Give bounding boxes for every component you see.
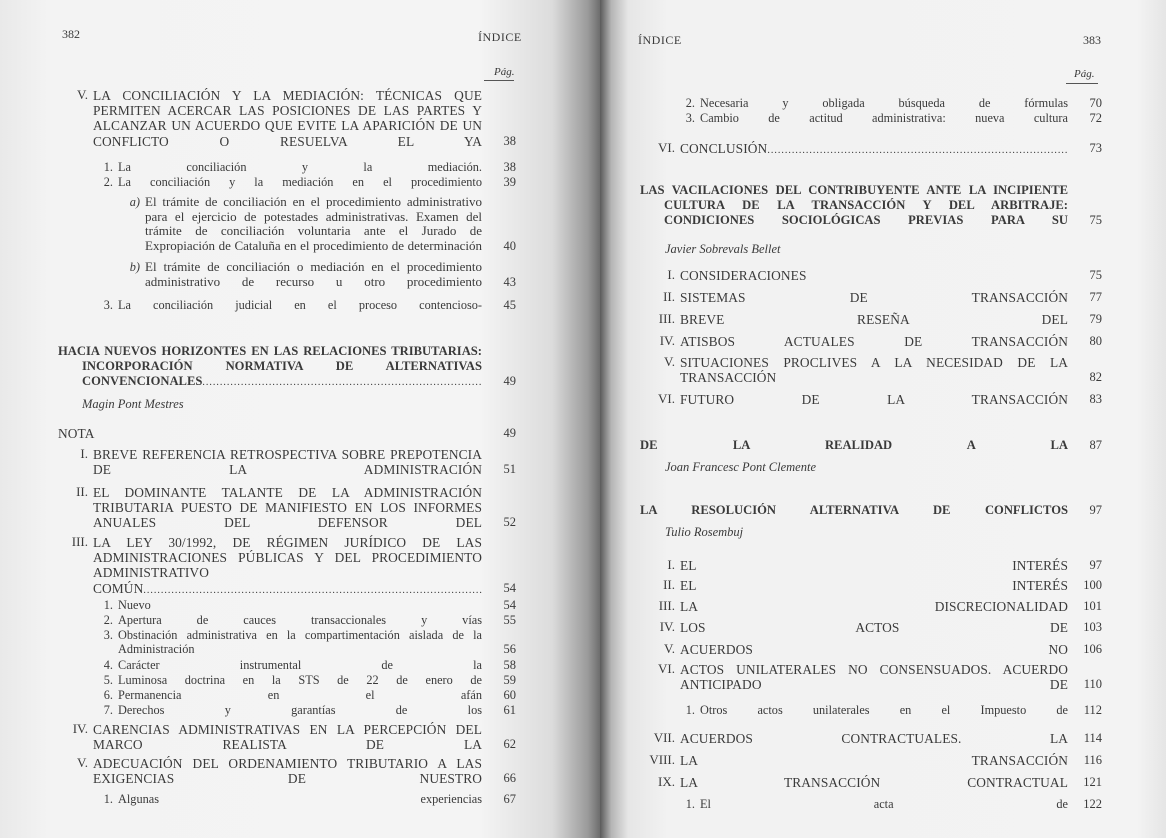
entry-text: NOTA ..... [58, 426, 482, 441]
entry-number: II. [76, 484, 88, 499]
entry-number: VI. [658, 391, 675, 406]
entry-number: V. [77, 755, 88, 770]
entry-number: 2. [103, 175, 113, 189]
entry-text: Nuevo ..... [118, 598, 482, 612]
entry-page-number: 60 [503, 688, 516, 702]
entry-text: EL INTERÉS ..... [680, 558, 1068, 573]
entry-number: 3. [685, 111, 695, 125]
entry-title [118, 703, 482, 717]
entry-text: Permanencia en el afán ..... [118, 688, 482, 702]
entry-text: LA RESOLUCIÓN ALTERNATIVA DE CONFLICTOS ..... [640, 503, 1068, 518]
entry-title [680, 558, 1068, 573]
entry-number: 7. [103, 703, 113, 717]
entry-text: FUTURO DE LA TRANSACCIÓN ..... [680, 392, 1068, 407]
entry-author [665, 242, 1068, 257]
entry-title [680, 141, 1068, 156]
entry-text: La conciliación judicial en el proceso contencioso- ..... [118, 298, 482, 312]
page-number: 383 [1083, 33, 1101, 47]
entry-number: V. [77, 87, 88, 102]
entry-number: 3. [103, 628, 113, 642]
entry-number: V. [664, 354, 675, 369]
entry-number: 4. [103, 658, 113, 672]
entry-number: IX. [658, 774, 675, 789]
entry-number: a) [129, 195, 140, 209]
entry-number: IV. [659, 619, 675, 634]
entry-text: CARENCIAS ADMINISTRATIVAS EN LA PERCEPCIÓN DEL MARCO REALISTA DE LA ..... [93, 722, 482, 752]
entry-text: ACTOS UNILATERALES NO CONSENSUADOS. ACUERDO ANTICIPADO DE ..... [680, 662, 1068, 692]
running-head: ÍNDICE [478, 30, 522, 44]
entry-title [93, 447, 482, 477]
pag-rule [1066, 83, 1098, 84]
entry-number: 1. [103, 160, 113, 174]
right-page [600, 0, 1166, 838]
entry-number: I. [667, 267, 675, 282]
entry-number: 3. [103, 298, 113, 312]
entry-author [665, 460, 1068, 475]
entry-page-number: 83 [1089, 392, 1102, 406]
entry-page-number: 106 [1083, 642, 1102, 656]
entry-text: SITUACIONES PROCLIVES A LA NECESIDAD DE LA TRANSACCIÓN ..... [680, 355, 1068, 385]
entry-title [680, 312, 1068, 327]
entry-title [93, 88, 482, 149]
entry-page-number: 87 [1089, 438, 1102, 452]
entry-text: LAS VACILACIONES DEL CONTRIBUYENTE ANTE LA INCIPIENTE CULTURA DE LA TRANSACCIÓN Y DEL ARBITRAJE: CONDICIONES SOCIOLÓGICAS PREVIAS PARA SU ..... [640, 183, 1068, 228]
entry-number: b) [129, 260, 140, 274]
entry-title [700, 703, 1068, 717]
entry-page-number: 80 [1089, 334, 1102, 348]
entry-title [118, 175, 482, 189]
entry-number: II. [663, 577, 675, 592]
entry-text: Javier Sobrevals Bellet [665, 242, 781, 256]
entry-text: SISTEMAS DE TRANSACCIÓN ..... [680, 290, 1068, 305]
entry-title [680, 642, 1068, 657]
entry-title [118, 792, 482, 806]
entry-text: Cambio de actitud administrativa: nueva cultura ..... [700, 111, 1068, 125]
entry-page-number: 122 [1083, 797, 1102, 811]
entry-title [58, 426, 482, 441]
entry-page-number: 82 [1089, 370, 1102, 385]
entry-number: 1. [103, 598, 113, 612]
running-head: ÍNDICE [638, 33, 682, 47]
entry-text: LA LEY 30/1992, DE RÉGIMEN JURÍDICO DE LAS ADMINISTRACIONES PÚBLICAS Y DEL PROCEDIMIENTO ADMINISTRATIVO COMÚN ..... [93, 535, 482, 596]
entry-title [118, 628, 482, 657]
entry-text: El acta de ..... [700, 797, 1068, 811]
entry-text: Magin Pont Mestres [82, 397, 184, 411]
entry-page-number: 70 [1089, 96, 1102, 110]
entry-number: III. [658, 598, 675, 613]
entry-number: VI. [658, 140, 675, 155]
entry-title [93, 485, 482, 531]
entry-title [680, 290, 1068, 305]
entry-text: LA TRANSACCIÓN ..... [680, 753, 1068, 768]
entry-title [680, 731, 1068, 746]
entry-text: La conciliación y la mediación en el procedimiento ..... [118, 175, 482, 189]
entry-text: BREVE REFERENCIA RETROSPECTIVA SOBRE PREPOTENCIA DE LA ADMINISTRACIÓN ..... [93, 447, 482, 477]
entry-author [82, 397, 482, 412]
entry-title [680, 775, 1068, 790]
entry-text: El trámite de conciliación en el procedimiento administrativo para el ejercicio de potestades administrativas. Examen del trámite de conciliación voluntaria ante el Jurado de Expropiación de Cataluña en el procedimiento de determinación ..... [145, 195, 482, 253]
entry-page-number: 112 [1083, 703, 1102, 717]
entry-title [118, 658, 482, 672]
entry-text: La conciliación y la mediación. ..... [118, 160, 482, 174]
entry-page-number: 43 [503, 274, 516, 289]
entry-text: Tulio Rosembuj [665, 525, 744, 539]
entry-text: Joan Francesc Pont Clemente [665, 460, 816, 474]
entry-page-number: 77 [1089, 290, 1102, 304]
entry-page-number: 38 [503, 160, 516, 174]
entry-title [680, 753, 1068, 768]
entry-page-number: 52 [503, 515, 516, 530]
entry-text: EL DOMINANTE TALANTE DE LA ADMINISTRACIÓN TRIBUTARIA PUESTO DE MANIFIESTO EN LOS INFORMES ANUALES DEL DEFENSOR DEL ..... [93, 485, 482, 531]
entry-text: El trámite de conciliación o mediación en el procedimiento administrativo de recurso u otro procedimiento ..... [145, 260, 482, 289]
entry-page-number: 103 [1083, 620, 1102, 634]
entry-number: 1. [103, 792, 113, 806]
entry-title [700, 96, 1068, 110]
entry-title [680, 662, 1068, 692]
page-number: 382 [62, 27, 80, 41]
entry-page-number: 73 [1089, 141, 1102, 155]
entry-text: Algunas experiencias ..... [118, 792, 482, 806]
entry-number: 2. [103, 613, 113, 627]
entry-number: 1. [685, 703, 695, 717]
entry-number: VII. [653, 730, 675, 745]
entry-page-number: 116 [1083, 753, 1102, 767]
entry-text: ATISBOS ACTUALES DE TRANSACCIÓN ..... [680, 334, 1068, 349]
entry-number: 6. [103, 688, 113, 702]
entry-page-number: 110 [1083, 677, 1102, 692]
entry-text: ACUERDOS NO ..... [680, 642, 1068, 657]
entry-title [118, 613, 482, 627]
entry-page-number: 75 [1089, 268, 1102, 282]
entry-page-number: 79 [1089, 312, 1102, 326]
entry-number: 5. [103, 673, 113, 687]
entry-text: LOS ACTOS DE ..... [680, 620, 1068, 635]
entry-text: ADECUACIÓN DEL ORDENAMIENTO TRIBUTARIO A LAS EXIGENCIAS DE NUESTRO ..... [93, 756, 482, 786]
entry-number: V. [664, 641, 675, 656]
entry-page-number: 114 [1083, 731, 1102, 745]
entry-number: II. [663, 289, 675, 304]
entry-page-number: 121 [1083, 775, 1102, 789]
entry-page-number: 39 [503, 175, 516, 189]
entry-number: IV. [659, 333, 675, 348]
entry-page-number: 72 [1089, 111, 1102, 125]
entry-page-number: 61 [503, 703, 516, 717]
entry-page-number: 51 [503, 462, 516, 477]
entry-title [640, 438, 1068, 453]
pag-label: Pág. [1074, 68, 1095, 80]
entry-number: IV. [72, 721, 88, 736]
entry-text: Carácter instrumental de la ..... [118, 658, 482, 672]
entry-text: Derechos y garantías de los ..... [118, 703, 482, 717]
entry-title [680, 599, 1068, 614]
entry-text: LA DISCRECIONALIDAD ..... [680, 599, 1068, 614]
entry-title [118, 598, 482, 612]
entry-page-number: 55 [503, 613, 516, 627]
entry-page-number: 38 [503, 133, 516, 148]
entry-page-number: 97 [1089, 558, 1102, 572]
entry-page-number: 100 [1083, 578, 1102, 592]
entry-title [118, 688, 482, 702]
entry-text: DE LA REALIDAD A LA ..... [640, 438, 1068, 453]
entry-page-number: 62 [503, 737, 516, 752]
entry-page-number: 58 [503, 658, 516, 672]
entry-page-number: 45 [503, 298, 516, 312]
entry-page-number: 97 [1089, 503, 1102, 517]
entry-page-number: 67 [503, 792, 516, 806]
entry-title [640, 183, 1068, 228]
entry-number: III. [71, 534, 88, 549]
entry-title [145, 260, 482, 289]
pag-label: Pág. [494, 66, 515, 78]
entry-text: CONCLUSIÓN ..... [680, 141, 1068, 156]
entry-number: 1. [685, 797, 695, 811]
entry-title [118, 673, 482, 687]
entry-page-number: 66 [503, 771, 516, 786]
entry-page-number: 49 [503, 374, 516, 388]
entry-title [93, 756, 482, 786]
entry-number: VIII. [649, 752, 675, 767]
entry-title [640, 503, 1068, 518]
entry-title [680, 620, 1068, 635]
entry-title [93, 535, 482, 596]
entry-title [680, 334, 1068, 349]
entry-page-number: 101 [1083, 599, 1102, 613]
entry-title [58, 344, 482, 389]
entry-page-number: 54 [503, 580, 516, 595]
entry-title [680, 355, 1068, 385]
entry-number: 2. [685, 96, 695, 110]
entry-title [700, 797, 1068, 811]
entry-text: HACIA NUEVOS HORIZONTES EN LAS RELACIONES TRIBUTARIAS: INCORPORACIÓN NORMATIVA DE ALTERNATIVAS CONVENCIONALES ..... [58, 344, 482, 388]
entry-text: LA TRANSACCIÓN CONTRACTUAL ..... [680, 775, 1068, 790]
entry-number: I. [667, 557, 675, 572]
entry-title [680, 268, 1068, 283]
entry-author [665, 525, 1068, 540]
entry-text: Apertura de cauces transaccionales y vías ..... [118, 613, 482, 627]
entry-page-number: 49 [503, 426, 516, 440]
entry-number: VI. [658, 661, 675, 676]
pag-rule [484, 80, 514, 81]
entry-text: LA CONCILIACIÓN Y LA MEDIACIÓN: TÉCNICAS QUE PERMITEN ACERCAR LAS POSICIONES DE LAS PARTES Y ALCANZAR UN ACUERDO QUE EVITE LA APARICIÓN DE UN CONFLICTO O RESUELVA EL YA ..... [93, 88, 482, 149]
entry-text: BREVE RESEÑA DEL ..... [680, 312, 1068, 327]
entry-page-number: 75 [1089, 213, 1102, 227]
entry-text: ACUERDOS CONTRACTUALES. LA ..... [680, 731, 1068, 746]
entry-page-number: 59 [503, 673, 516, 687]
entry-text: Obstinación administrativa en la compartimentación aislada de la Administración ..... [118, 628, 482, 657]
entry-text: Otros actos unilaterales en el Impuesto de ..... [700, 703, 1068, 717]
entry-text: CONSIDERACIONES ..... [680, 268, 1068, 283]
entry-page-number: 54 [503, 598, 516, 612]
entry-title [680, 392, 1068, 407]
entry-title [118, 160, 482, 174]
entry-page-number: 56 [503, 642, 516, 657]
entry-page-number: 40 [503, 238, 516, 253]
entry-number: III. [658, 311, 675, 326]
entry-title [145, 195, 482, 253]
entry-title [680, 578, 1068, 593]
entry-text: EL INTERÉS ..... [680, 578, 1068, 593]
entry-title [93, 722, 482, 752]
entry-text: Luminosa doctrina en la STS de 22 de enero de ..... [118, 673, 482, 687]
entry-title [118, 298, 482, 312]
entry-text: Necesaria y obligada búsqueda de fórmulas ..... [700, 96, 1068, 110]
entry-title [700, 111, 1068, 125]
entry-number: I. [80, 446, 88, 461]
